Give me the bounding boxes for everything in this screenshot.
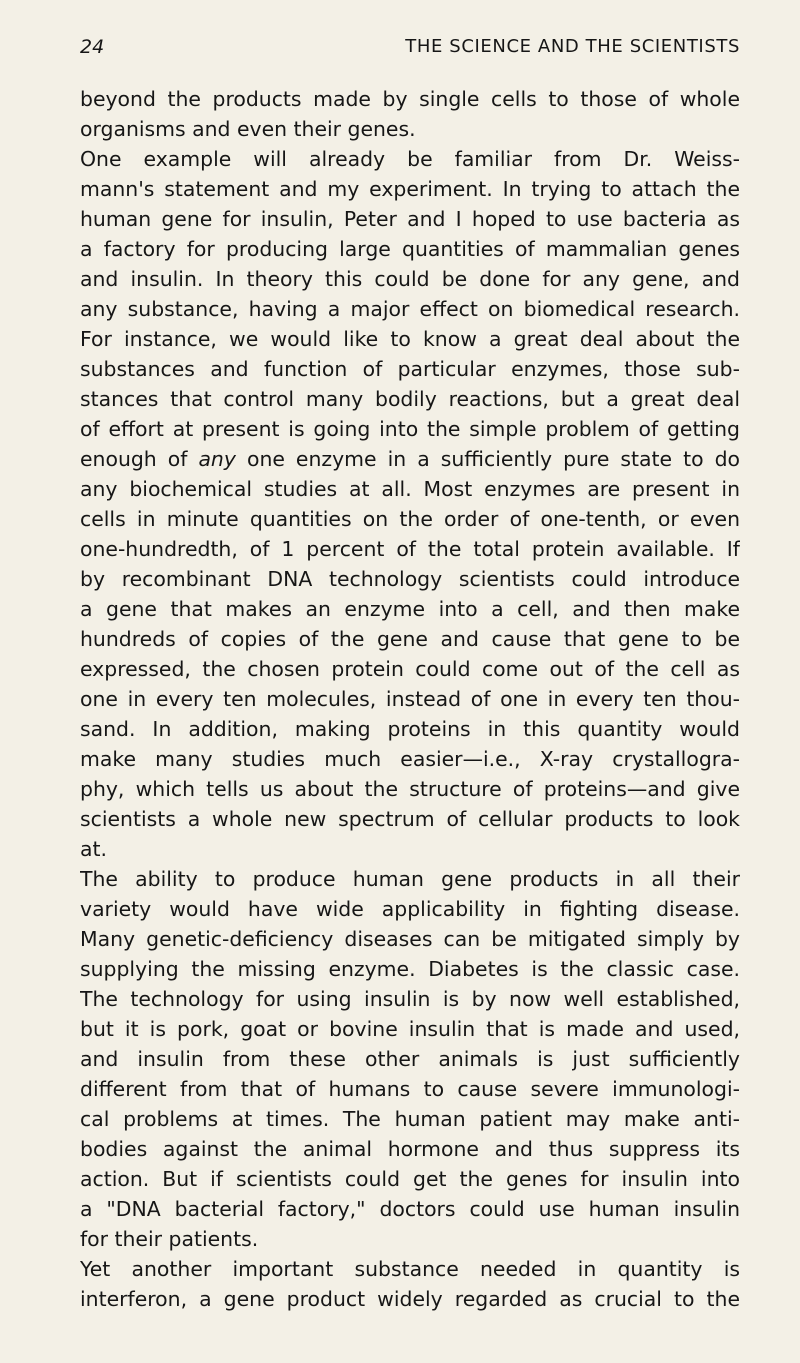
- text-line: Many genetic-deficiency diseases can be mitigated simply by: [80, 927, 740, 951]
- text-line: any substance, having a major effect on biomedical research.: [80, 297, 740, 321]
- text-line: substances and function of particular enzymes, those sub-: [80, 357, 740, 381]
- text-line: for their patients.: [80, 1227, 259, 1251]
- text-line: make many studies much easier—i.e., X-ray crystallogra-: [80, 747, 740, 771]
- text-line: one in every ten molecules, instead of one in every ten thou-: [80, 687, 740, 711]
- text-line: One example will already be familiar from Dr. Weiss-: [80, 147, 740, 171]
- text-line: expressed, the chosen protein could come out of the cell as: [80, 657, 740, 681]
- text-line: one-hundredth, of 1 percent of the total protein available. If: [80, 537, 740, 561]
- text-line: cal problems at times. The human patient may make anti-: [80, 1107, 740, 1131]
- text-line: action. But if scientists could get the genes for insulin into: [80, 1167, 740, 1191]
- text-line: supplying the missing enzyme. Diabetes is the classic case.: [80, 957, 740, 981]
- page-number: 24: [80, 36, 105, 58]
- text-line: hundreds of copies of the gene and cause that gene to be: [80, 627, 740, 651]
- text-line: human gene for insulin, Peter and I hoped to use bacteria as: [80, 207, 740, 231]
- text-line: any biochemical studies at all. Most enzymes are present in: [80, 477, 740, 501]
- text-line: different from that of humans to cause severe immunologi-: [80, 1077, 740, 1101]
- text-line: a factory for producing large quantities of mammalian genes: [80, 237, 740, 261]
- text-line: a "DNA bacterial factory," doctors could use human insulin: [80, 1197, 740, 1221]
- text-line: scientists a whole new spectrum of cellular products to look: [80, 807, 740, 831]
- italic-emphasis: any: [198, 447, 236, 471]
- text-line: and insulin from these other animals is just sufficiently: [80, 1047, 740, 1071]
- text-line: Yet another important substance needed in quantity is: [80, 1257, 740, 1281]
- text-line: bodies against the animal hormone and thus suppress its: [80, 1137, 740, 1161]
- text-line: variety would have wide applicability in fighting disease.: [80, 897, 740, 921]
- text-line: phy, which tells us about the structure of proteins—and give: [80, 777, 740, 801]
- text-line: sand. In addition, making proteins in this quantity would: [80, 717, 740, 741]
- text-line: organisms and even their genes.: [80, 117, 416, 141]
- running-head: THE SCIENCE AND THE SCIENTISTS: [405, 36, 740, 57]
- text-line: a gene that makes an enzyme into a cell, and then make: [80, 597, 740, 621]
- body-text: [80, 84, 740, 1314]
- text-line: The ability to produce human gene products in all their: [80, 867, 740, 891]
- text-line: but it is pork, goat or bovine insulin that is made and used,: [80, 1017, 740, 1041]
- page-header: [80, 30, 740, 60]
- text-line: interferon, a gene product widely regarded as crucial to the: [80, 1287, 740, 1311]
- text-line: For instance, we would like to know a great deal about the: [80, 327, 740, 351]
- text-line: stances that control many bodily reactions, but a great deal: [80, 387, 740, 411]
- text-line: by recombinant DNA technology scientists could introduce: [80, 567, 740, 591]
- text-line: [80, 444, 740, 474]
- text-line: mann's statement and my experiment. In trying to attach the: [80, 177, 740, 201]
- text-line: and insulin. In theory this could be done for any gene, and: [80, 267, 740, 291]
- text-line: cells in minute quantities on the order of one-tenth, or even: [80, 507, 740, 531]
- text-line: at.: [80, 837, 107, 861]
- text-line: The technology for using insulin is by now well established,: [80, 987, 740, 1011]
- text-line: of effort at present is going into the simple problem of getting: [80, 417, 740, 441]
- text-fragment: enough of: [80, 447, 188, 471]
- text-fragment: one enzyme in a sufficiently pure state to do: [246, 447, 740, 471]
- text-line: beyond the products made by single cells to those of whole: [80, 87, 740, 111]
